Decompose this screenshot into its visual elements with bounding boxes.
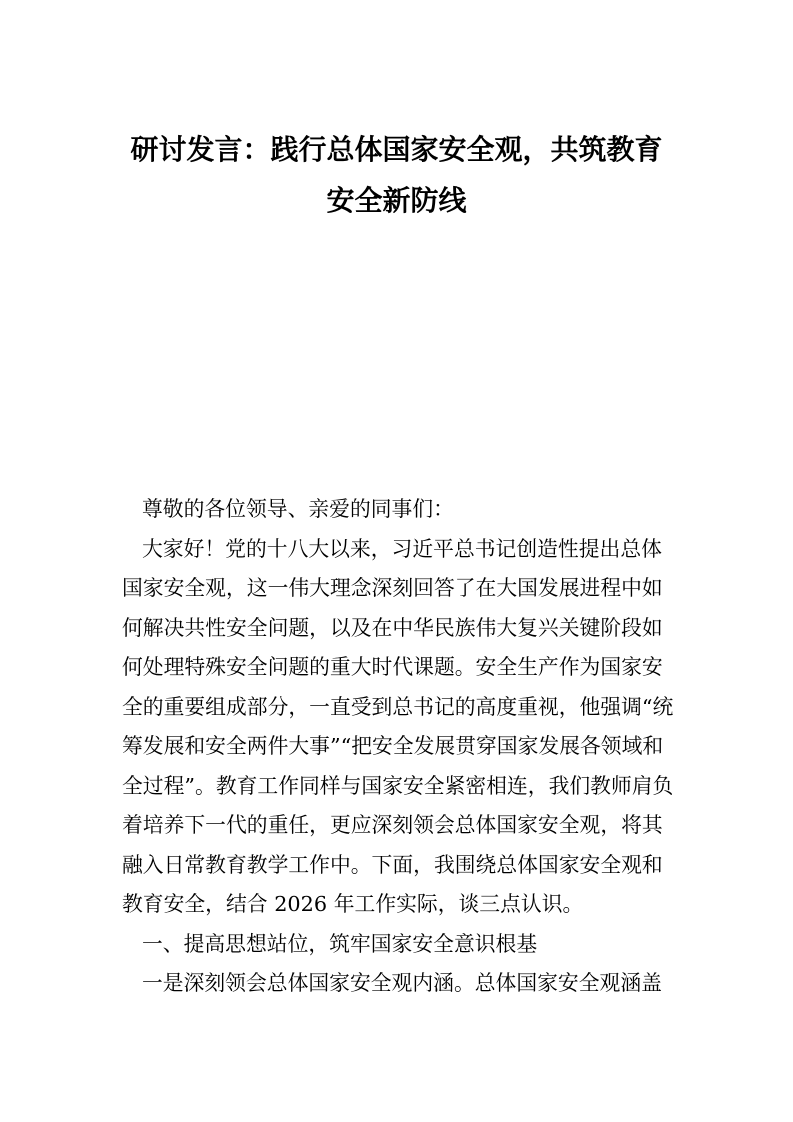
title-line-1: 研讨发言：践行总体国家安全观，共筑教育	[130, 133, 663, 166]
paragraph-line: 一是深刻领会总体国家安全观内涵。总体国家安全观涵盖	[142, 971, 662, 995]
document-body	[122, 490, 674, 1004]
paragraph-line: 着培养下一代的重任，更应深刻领会总体国家安全观，将其	[122, 813, 663, 837]
paragraph-line: 全过程”。教育工作同样与国家安全紧密相连，我们教师肩负	[122, 773, 674, 798]
paragraph-line: 国家安全观，这一伟大理念深刻回答了在大国发展进程中如	[122, 576, 663, 600]
salutation-line: 尊敬的各位领导、亲爱的同事们：	[142, 497, 454, 521]
paragraph-line: 何处理特殊安全问题的重大时代课题。安全生产作为国家安	[122, 655, 663, 679]
title-line-2: 安全新防线	[326, 184, 467, 217]
paragraph-line: 大家好！党的十八大以来，习近平总书记创造性提出总体	[142, 536, 662, 561]
paragraph-line: 融入日常教育教学工作中。下面，我围绕总体国家安全观和	[122, 852, 663, 877]
paragraph-line: 教育安全，结合 2026 年工作实际，谈三点认识。	[122, 892, 584, 916]
paragraph-line: 何解决共性安全问题，以及在中华民族伟大复兴关键阶段如	[122, 615, 663, 640]
document-title	[100, 124, 693, 226]
section-heading: 一、提高思想站位，筑牢国家安全意识根基	[142, 931, 538, 956]
paragraph-line: 全的重要组成部分，一直受到总书记的高度重视，他强调“统	[122, 694, 674, 719]
paragraph-line: 筹发展和安全两件大事”“把安全发展贯穿国家发展各领域和	[122, 734, 664, 758]
